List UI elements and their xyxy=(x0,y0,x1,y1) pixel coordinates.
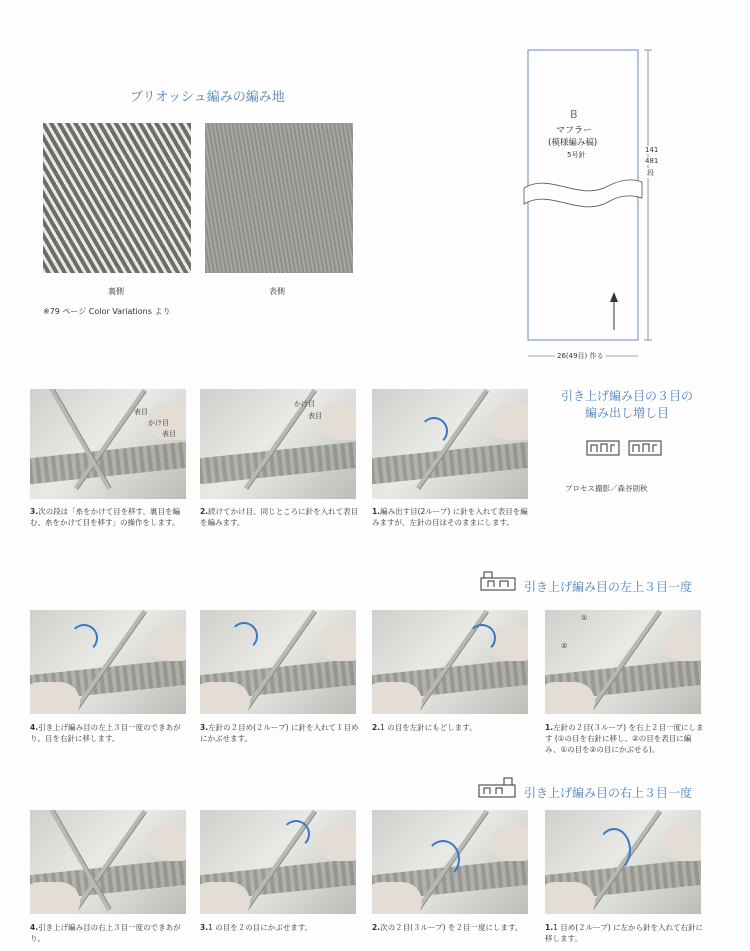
muffler-outline xyxy=(520,40,660,370)
right3-section-title: 引き上げ編み目の右上３目一度 xyxy=(524,786,693,800)
diagram-height-unit: 段 xyxy=(647,169,654,177)
step-photo xyxy=(200,610,356,714)
step-photo xyxy=(200,389,356,499)
step-caption: 1.編み出す目(2ループ) に針を入れて表目を編みますが、左針の目はそのままにします。 xyxy=(372,507,528,527)
diagram-pattern: (模様編み稿) xyxy=(548,138,598,148)
step-photo xyxy=(372,610,528,714)
diagram-needle: 5号針 xyxy=(567,151,586,159)
step-photo xyxy=(200,810,356,914)
increase-section-title: 引き上げ編み目の３目の 編み出し増し目 xyxy=(560,389,693,420)
step-photo xyxy=(545,810,701,914)
step-caption: 2.次の２目(３ループ) を２目一度にします。 xyxy=(372,923,523,932)
step-photo xyxy=(30,810,186,914)
swatch-right-side-image xyxy=(205,123,353,273)
step-photo xyxy=(372,810,528,914)
step-caption: 1.1 目め(２ループ) に左から針を入れて右針に移します。 xyxy=(545,923,704,943)
step-caption: 4.引き上げ編み目の左上３目一度のできあがり。目を右針に移します。 xyxy=(30,723,181,743)
increase-symbol-icons xyxy=(585,438,665,458)
left-decrease-symbol-icon xyxy=(480,570,518,592)
step-photo xyxy=(372,389,528,499)
photo-label: かけ目 xyxy=(294,400,315,408)
left3-section-title: 引き上げ編み目の左上３目一度 xyxy=(524,580,693,594)
diagram-width-label: 26(49目) 作る xyxy=(557,352,604,360)
photo-label: かけ目 xyxy=(148,419,169,427)
diagram-name: マフラー xyxy=(556,126,593,136)
muffler-diagram xyxy=(520,40,660,370)
photo-mark: ② xyxy=(561,642,568,650)
photo-label: 表目 xyxy=(134,408,148,416)
step-caption: 3.左針の２目め(２ループ) に針を入れて１目めにかぶせます。 xyxy=(200,723,359,743)
step-caption: 2.1 の目を左針にもどします。 xyxy=(372,723,477,732)
swatch-left-label: 裏側 xyxy=(108,287,124,296)
swatch-section-title: ブリオッシュ編みの編み地 xyxy=(130,90,285,105)
photo-label: 表目 xyxy=(308,412,322,420)
step-caption: 2.続けてかけ目、同じところに針を入れて表目を編みます。 xyxy=(200,507,359,527)
swatch-note: ※79 ページ Color Variations より xyxy=(43,307,171,316)
step-caption: 4.引き上げ編み目の右上３目一度のできあがり。 xyxy=(30,923,181,943)
step-caption: 3.1 の目を２の目にかぶせます。 xyxy=(200,923,313,932)
step-photo xyxy=(30,610,186,714)
photo-credit: プロセス撮影／森谷則秋 xyxy=(565,484,648,493)
step-caption: 1.左針の２目(３ループ) を右上２目一度にします (①の目を右針に移し、②の目を表目に編み、①の目を②の目にかぶせる)。 xyxy=(545,723,704,754)
step-photo xyxy=(545,610,701,714)
photo-label: 表目 xyxy=(162,430,176,438)
step-caption: 3.次の段は「糸をかけて目を移す、裏目を編む、糸をかけて目を移す」の操作をします。 xyxy=(30,507,180,527)
diagram-letter: B xyxy=(570,108,578,121)
step-photo xyxy=(30,389,186,499)
swatch-right-label: 表側 xyxy=(269,287,285,296)
swatch-wrong-side-image xyxy=(43,123,191,273)
diagram-height-cm: 141 xyxy=(645,146,659,154)
photo-mark: ① xyxy=(581,614,588,622)
right-decrease-symbol-icon xyxy=(478,776,518,800)
diagram-height-rows: 481 xyxy=(645,157,659,165)
